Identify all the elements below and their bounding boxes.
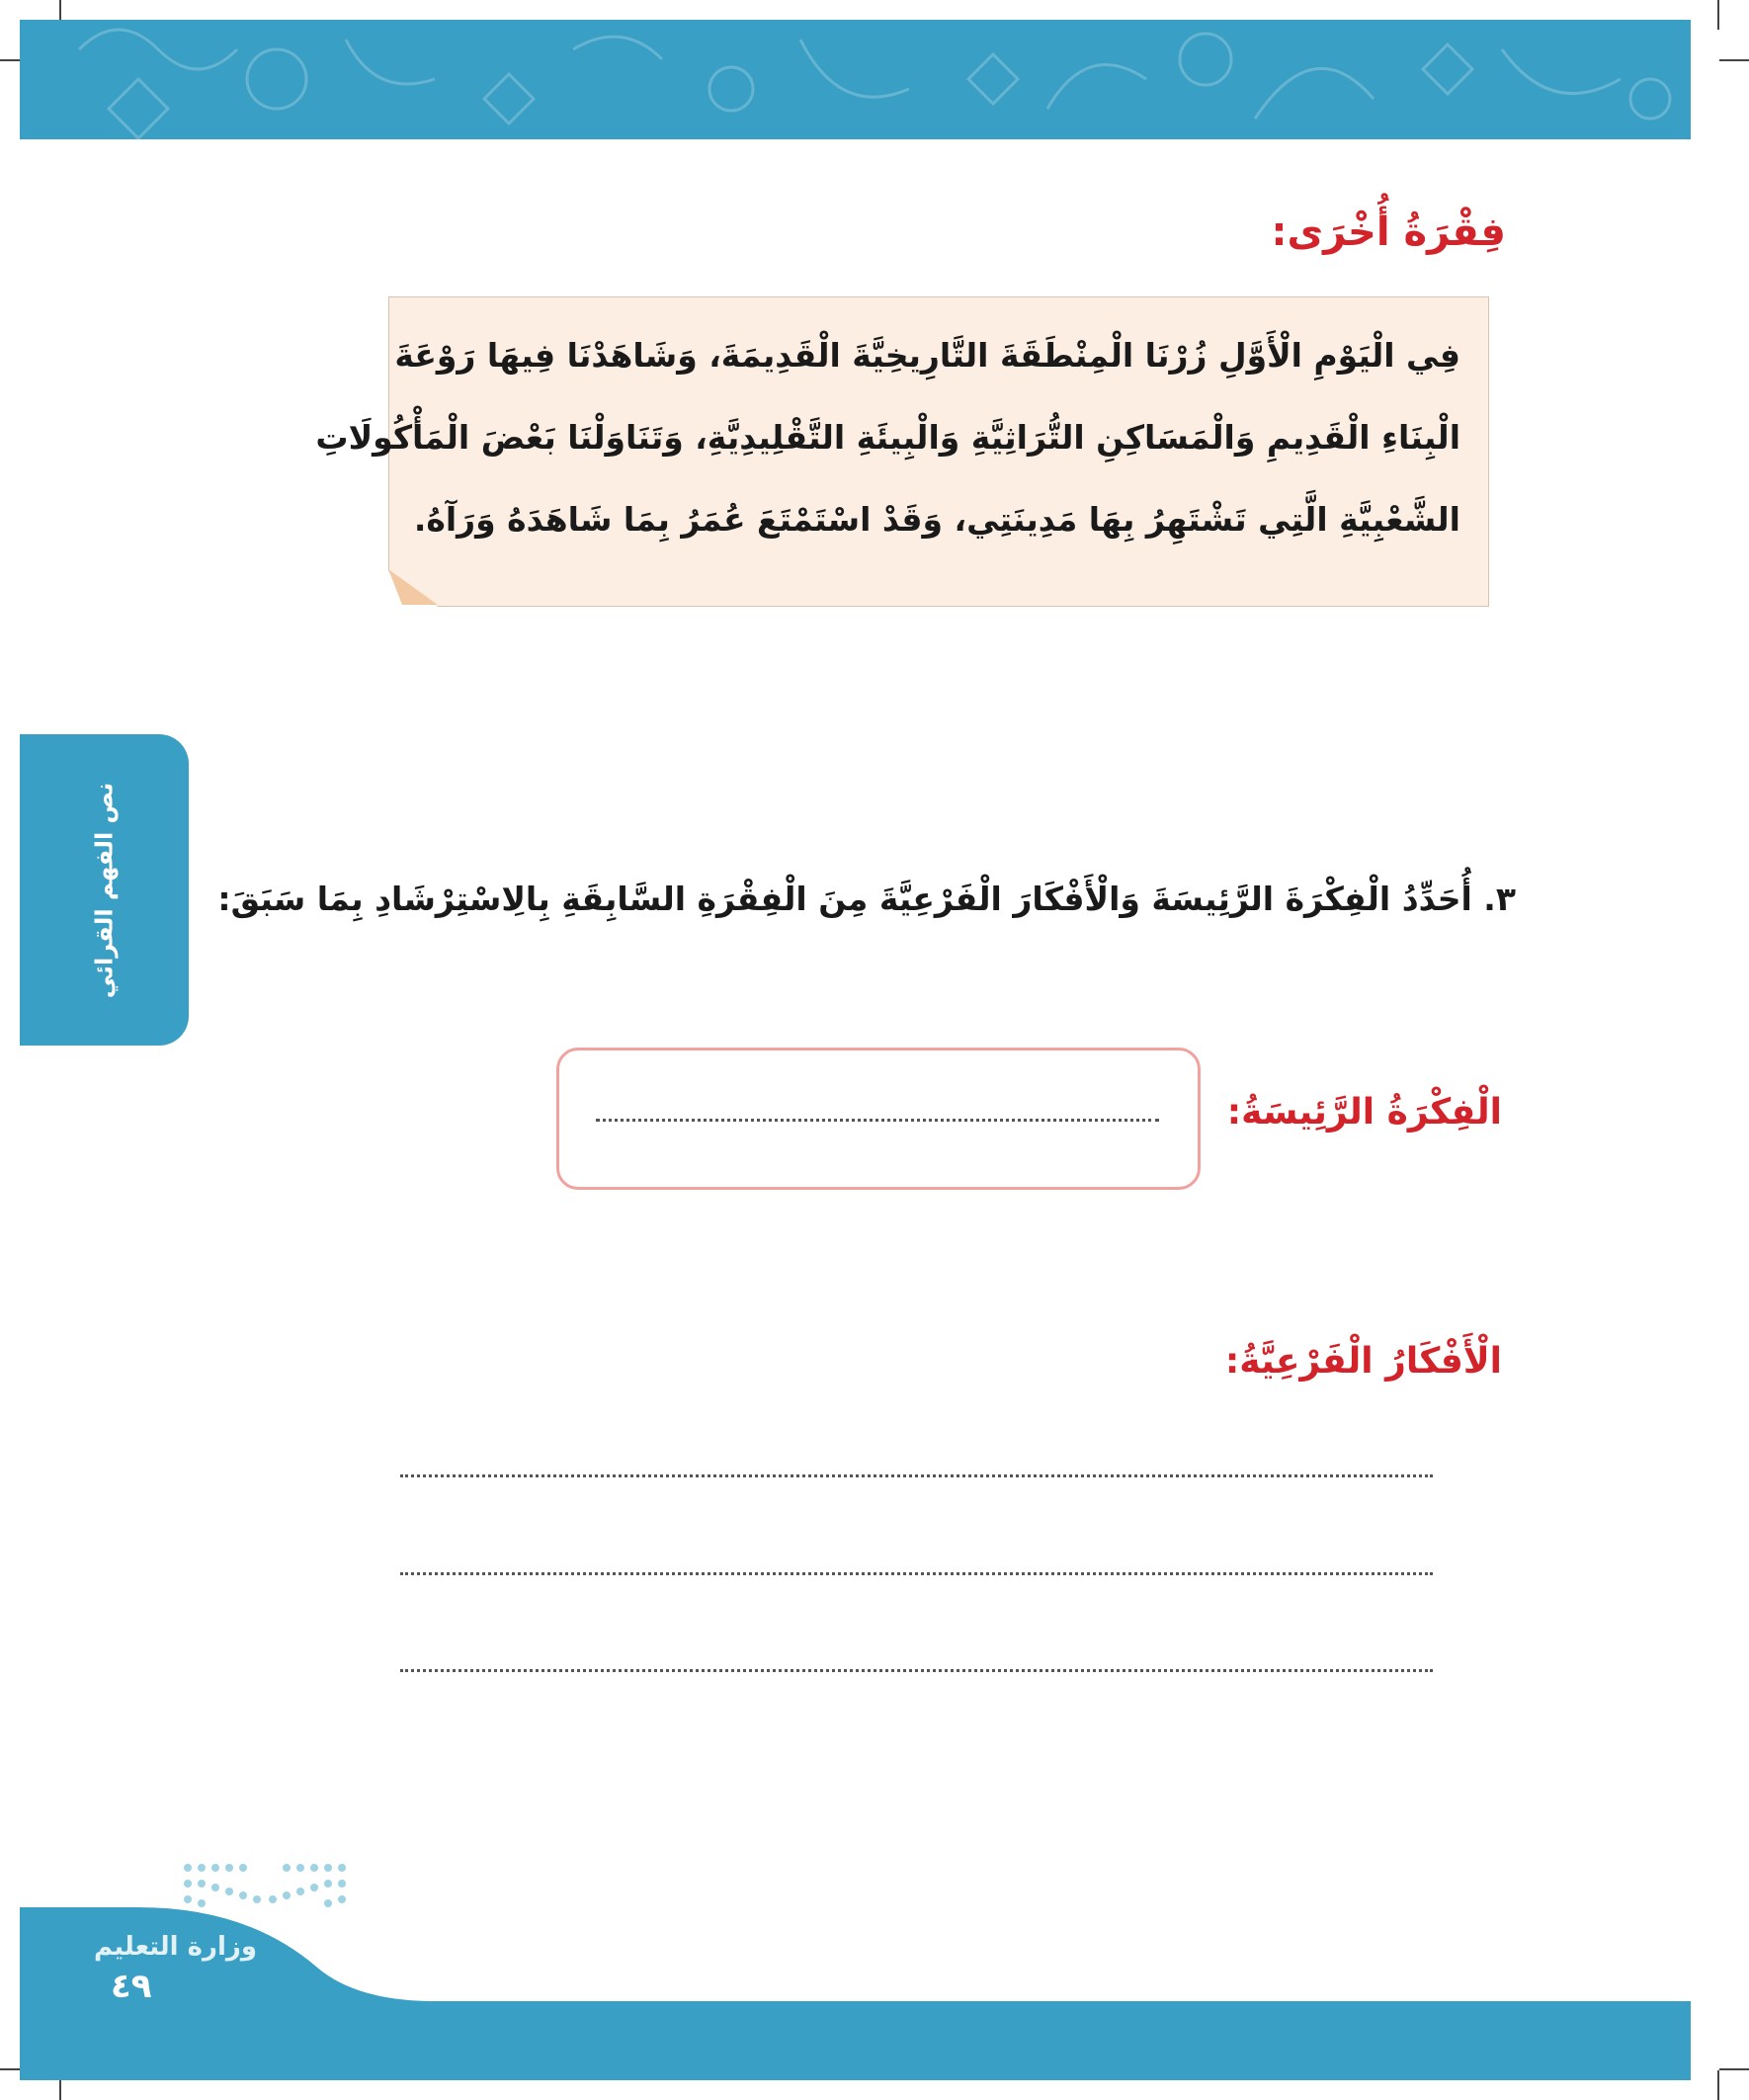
header-pattern [20,20,1691,139]
section-title: فِقْرَةُ أُخْرَى: [1271,210,1506,255]
sub-idea-answer-line[interactable] [400,1669,1433,1672]
sub-idea-answer-line[interactable] [400,1572,1433,1575]
page-curl-icon [388,569,438,605]
crop-mark [1719,59,1749,61]
main-idea-answer-line[interactable] [596,1119,1159,1122]
ministry-logo-icon [178,1858,356,1927]
question-text: ٣. أُحَدِّدُ الْفِكْرَةَ الرَّئِيسَةَ وَالْأَفْكَارَ الْفَرْعِيَّةَ مِنَ الْفِقْرَةِ السَّابِقَةِ بِالِاسْتِرْشَادِ بِمَا سَبَقَ: [217,880,1516,918]
footer-band [20,1907,1691,2080]
paragraph-line: الْبِنَاءِ الْقَدِيمِ وَالْمَسَاكِنِ التُّرَاثِيَّةِ وَالْبِيئَةِ التَّقْلِيدِيَّةِ، وَتَنَاوَلْنَا بَعْضَ الْمَأْكُولَاتِ [315,418,1460,457]
main-idea-label: الْفِكْرَةُ الرَّئِيسَةُ: [1226,1092,1502,1133]
header-band [20,20,1691,139]
crop-mark [1717,0,1719,30]
crop-mark [1719,2068,1749,2070]
side-tab-label-wrap [20,734,189,1046]
paragraph-line: الشَّعْبِيَّةِ الَّتِي تَشْتَهِرُ بِهَا مَدِينَتِي، وَقَدْ اسْتَمْتَعَ عُمَرُ بِمَا شَاهَدَهُ وَرَآهُ. [413,500,1460,539]
crop-mark [1717,2070,1719,2100]
paragraph-text [315,314,1460,560]
paragraph-line: فِي الْيَوْمِ الْأَوَّلِ زُرْنَا الْمِنْطَقَةَ التَّارِيخِيَّةَ الْقَدِيمَةَ، وَشَاهَدْنَا فِيهَا رَوْعَةَ [394,336,1460,375]
sub-idea-answer-line[interactable] [400,1474,1433,1477]
side-tab-label: نص الفهم القرائي [90,782,119,998]
page-number: ٤٩ [111,1967,152,2006]
sub-ideas-label: الْأَفْكَارُ الْفَرْعِيَّةُ: [1224,1341,1502,1382]
ministry-logo-text: وزارة التعليم [94,1932,257,1962]
